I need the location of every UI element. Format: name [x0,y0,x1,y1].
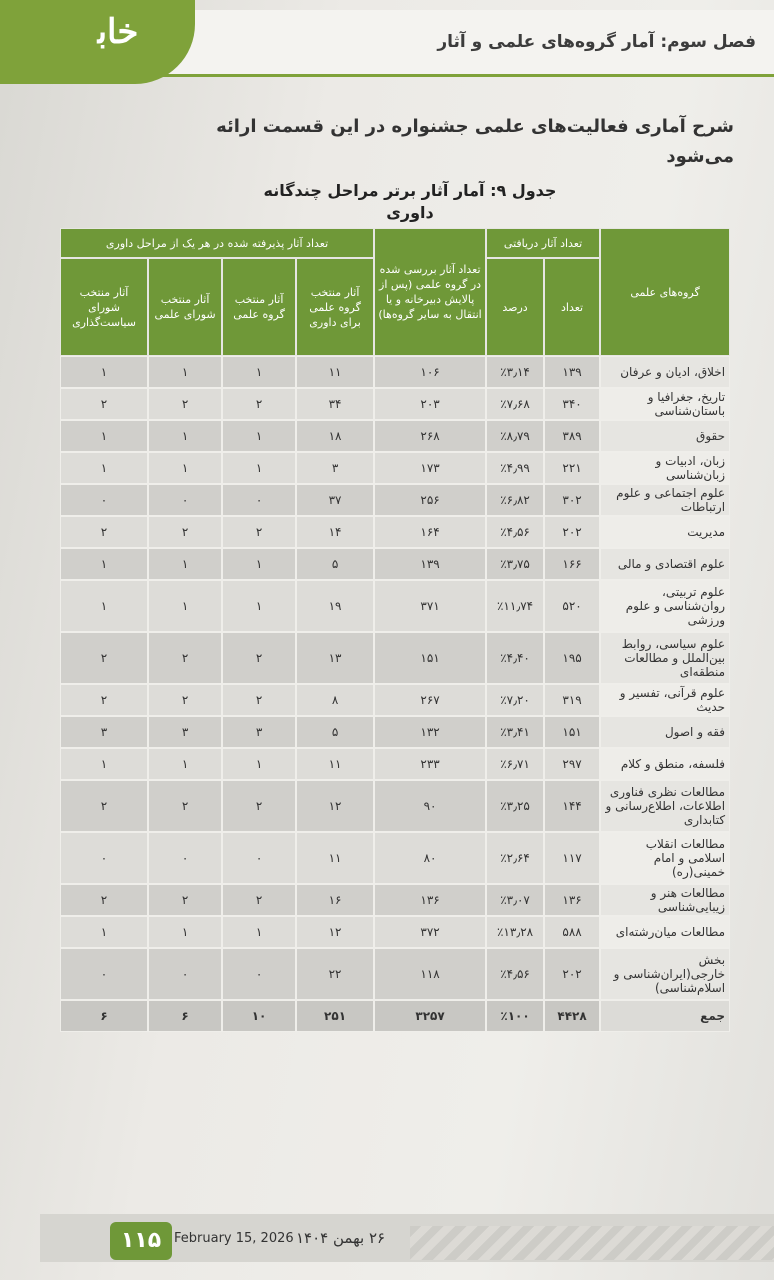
cell-reviewed: ۱۳۲ [374,716,486,748]
cell-group-name: اخلاق، ادیان و عرفان [600,356,730,388]
cell-percent: ٪۳٫۷۵ [486,548,544,580]
cell-for-judging: ۱۲ [296,780,374,832]
cell-reviewed: ۱۷۳ [374,452,486,484]
cell-percent: ٪۱۰۰ [486,1000,544,1032]
cell-group-selected: ۱ [222,548,296,580]
cell-for-judging: ۵ [296,548,374,580]
table-row [60,452,730,484]
cell-reviewed: ۲۳۳ [374,748,486,780]
cell-count: ۴۴۲۸ [544,1000,600,1032]
cell-policy-selected: ۰ [60,832,148,884]
table-row [60,716,730,748]
cell-reviewed: ۱۳۹ [374,548,486,580]
footer-stripe [410,1226,774,1260]
cell-group-name: مطالعات هنر و زیبایی‌شناسی [600,884,730,916]
cell-reviewed: ۱۶۴ [374,516,486,548]
cell-group-selected: ۱ [222,452,296,484]
cell-reviewed: ۳۷۲ [374,916,486,948]
cell-policy-selected: ۱ [60,452,148,484]
cell-percent: ٪۷٫۶۸ [486,388,544,420]
table-row [60,948,730,1000]
cell-reviewed: ۲۶۸ [374,420,486,452]
cell-percent: ٪۱۱٫۷۴ [486,580,544,632]
cell-group-selected: ۲ [222,884,296,916]
cell-for-judging: ۲۵۱ [296,1000,374,1032]
cell-group-selected: ۰ [222,832,296,884]
cell-for-judging: ۱۱ [296,356,374,388]
cell-percent: ٪۸٫۷۹ [486,420,544,452]
cell-policy-selected: ۲ [60,884,148,916]
cell-count: ۱۴۴ [544,780,600,832]
cell-group-name: حقوق [600,420,730,452]
cell-group-selected: ۲ [222,388,296,420]
cell-percent: ٪۴٫۵۶ [486,516,544,548]
cell-council-selected: ۱ [148,580,222,632]
cell-count: ۱۶۶ [544,548,600,580]
table-caption [240,180,580,224]
header-council-selected: آثار منتخب شورای علمی [148,258,222,356]
cell-policy-selected: ۲ [60,684,148,716]
cell-policy-selected: ۶ [60,1000,148,1032]
festival-logo [0,0,195,84]
cell-council-selected: ۱ [148,748,222,780]
cell-council-selected: ۳ [148,716,222,748]
cell-reviewed: ۲۶۷ [374,684,486,716]
header-reviewed: تعداد آثار بررسی شده در گروه علمی (پس از پالایش دبیرخانه و یا انتقال به سایر گروه‌ها) [374,228,486,356]
cell-for-judging: ۸ [296,684,374,716]
cell-group-selected: ۱ [222,748,296,780]
table-body [60,356,730,1032]
cell-for-judging: ۳۴ [296,388,374,420]
cell-council-selected: ۱ [148,548,222,580]
cell-percent: ٪۳٫۱۴ [486,356,544,388]
cell-count: ۱۳۹ [544,356,600,388]
cell-reviewed: ۲۵۶ [374,484,486,516]
cell-group-selected: ۱ [222,916,296,948]
header-group: گروه‌های علمی [600,228,730,356]
cell-for-judging: ۱۱ [296,748,374,780]
cell-count: ۵۲۰ [544,580,600,632]
cell-for-judging: ۲۲ [296,948,374,1000]
table-row [60,356,730,388]
cell-percent: ٪۳٫۰۷ [486,884,544,916]
cell-count: ۲۹۷ [544,748,600,780]
cell-percent: ٪۱۳٫۲۸ [486,916,544,948]
cell-group-name: علوم سیاسی، روابط بین‌الملل و مطالعات منطقه‌ای [600,632,730,684]
cell-policy-selected: ۲ [60,388,148,420]
cell-group-name: مطالعات نظری فناوری اطلاعات، اطلاع‌رسانی و کتابداری [600,780,730,832]
cell-group-selected: ۱۰ [222,1000,296,1032]
cell-policy-selected: ۰ [60,484,148,516]
cell-council-selected: ۰ [148,832,222,884]
header-received: تعداد آثار دریافتی [486,228,600,258]
cell-reviewed: ۲۰۳ [374,388,486,420]
cell-for-judging: ۱۳ [296,632,374,684]
cell-count: ۳۰۲ [544,484,600,516]
cell-group-selected: ۲ [222,780,296,832]
cell-reviewed: ۱۳۶ [374,884,486,916]
table-row [60,832,730,884]
cell-percent: ٪۴٫۴۰ [486,632,544,684]
cell-policy-selected: ۱ [60,916,148,948]
table-row [60,420,730,452]
header-for-judging: آثار منتخب گروه علمی برای داوری [296,258,374,356]
cell-group-selected: ۱ [222,420,296,452]
table-row [60,484,730,516]
cell-for-judging: ۵ [296,716,374,748]
cell-percent: ٪۲٫۶۴ [486,832,544,884]
cell-policy-selected: ۲ [60,780,148,832]
chapter-title: فصل سوم: آمار گروه‌های علمی و آثار [437,32,756,52]
cell-policy-selected: ۱ [60,580,148,632]
cell-percent: ٪۶٫۷۱ [486,748,544,780]
cell-group-name: فقه و اصول [600,716,730,748]
cell-group-name: علوم قرآنی، تفسیر و حدیث [600,684,730,716]
cell-count: ۳۴۰ [544,388,600,420]
cell-count: ۲۰۲ [544,948,600,1000]
cell-policy-selected: ۱ [60,548,148,580]
statistics-table [60,228,730,1032]
cell-count: ۲۲۱ [544,452,600,484]
logo-lettering: ﺧﺎﺑ [97,12,139,52]
cell-council-selected: ۲ [148,516,222,548]
cell-policy-selected: ۳ [60,716,148,748]
table-row [60,884,730,916]
cell-count: ۱۱۷ [544,832,600,884]
cell-group-name: جمع [600,1000,730,1032]
cell-for-judging: ۳۷ [296,484,374,516]
cell-reviewed: ۱۵۱ [374,632,486,684]
table-row [60,780,730,832]
cell-group-name: مدیریت [600,516,730,548]
cell-group-name: علوم تربیتی، روان‌شناسی و علوم ورزشی [600,580,730,632]
intro-paragraph: شرح آماری فعالیت‌های علمی جشنواره در این قسمت ارائه می‌شود [216,116,734,167]
cell-for-judging: ۱۱ [296,832,374,884]
cell-for-judging: ۱۸ [296,420,374,452]
page-number: ۱۱۵ [110,1222,172,1260]
cell-council-selected: ۰ [148,484,222,516]
cell-count: ۵۸۸ [544,916,600,948]
cell-group-name: مطالعات انقلاب اسلامی و امام خمینی(ره) [600,832,730,884]
cell-group-name: علوم اجتماعی و علوم ارتباطات [600,484,730,516]
table-row [60,916,730,948]
cell-reviewed: ۳۷۱ [374,580,486,632]
cell-count: ۱۳۶ [544,884,600,916]
cell-reviewed: ۹۰ [374,780,486,832]
cell-count: ۳۸۹ [544,420,600,452]
cell-policy-selected: ۱ [60,748,148,780]
cell-percent: ٪۳٫۲۵ [486,780,544,832]
cell-group-selected: ۳ [222,716,296,748]
cell-council-selected: ۲ [148,780,222,832]
cell-for-judging: ۱۲ [296,916,374,948]
cell-council-selected: ۱ [148,452,222,484]
header-accepted: تعداد آثار پذیرفته شده در هر یک از مراحل داوری [60,228,374,258]
cell-reviewed: ۱۱۸ [374,948,486,1000]
cell-council-selected: ۲ [148,684,222,716]
cell-percent: ٪۶٫۸۲ [486,484,544,516]
table-row [60,684,730,716]
date-gregorian: February 15, 2026 [174,1231,294,1246]
cell-count: ۱۹۵ [544,632,600,684]
cell-group-selected: ۰ [222,484,296,516]
cell-count: ۱۵۱ [544,716,600,748]
cell-reviewed: ۸۰ [374,832,486,884]
cell-policy-selected: ۲ [60,632,148,684]
cell-group-name: زبان، ادبیات و زبان‌شناسی [600,452,730,484]
cell-council-selected: ۰ [148,948,222,1000]
cell-policy-selected: ۱ [60,356,148,388]
cell-group-selected: ۱ [222,580,296,632]
date-persian: ۲۶ بهمن ۱۴۰۴ [296,1229,386,1247]
cell-group-name: مطالعات میان‌رشته‌ای [600,916,730,948]
table-row [60,516,730,548]
cell-group-name: فلسفه، منطق و کلام [600,748,730,780]
table-total-row [60,1000,730,1032]
table-row [60,388,730,420]
cell-for-judging: ۱۴ [296,516,374,548]
header-group-selected: آثار منتخب گروه علمی [222,258,296,356]
cell-count: ۲۰۲ [544,516,600,548]
cell-council-selected: ۱ [148,420,222,452]
header-policy-selected: آثار منتخب شورای سیاست‌گذاری [60,258,148,356]
header-count: تعداد [544,258,600,356]
cell-count: ۳۱۹ [544,684,600,716]
table-row [60,580,730,632]
cell-for-judging: ۱۶ [296,884,374,916]
cell-reviewed: ۳۲۵۷ [374,1000,486,1032]
cell-council-selected: ۲ [148,388,222,420]
cell-group-selected: ۲ [222,632,296,684]
cell-reviewed: ۱۰۶ [374,356,486,388]
cell-group-selected: ۱ [222,356,296,388]
cell-policy-selected: ۲ [60,516,148,548]
cell-group-selected: ۲ [222,516,296,548]
cell-group-name: بخش خارجی(ایران‌شناسی و اسلام‌شناسی) [600,948,730,1000]
cell-for-judging: ۱۹ [296,580,374,632]
cell-council-selected: ۱ [148,356,222,388]
cell-council-selected: ۶ [148,1000,222,1032]
cell-group-name: تاریخ، جغرافیا و باستان‌شناسی [600,388,730,420]
cell-percent: ٪۷٫۲۰ [486,684,544,716]
cell-council-selected: ۱ [148,916,222,948]
cell-council-selected: ۲ [148,632,222,684]
table-row [60,548,730,580]
cell-group-selected: ۲ [222,684,296,716]
cell-group-name: علوم اقتصادی و مالی [600,548,730,580]
table-caption-line1: جدول ۹: آمار آثار برتر مراحل چندگانه داوری [263,181,557,222]
cell-policy-selected: ۰ [60,948,148,1000]
cell-group-selected: ۰ [222,948,296,1000]
cell-percent: ٪۴٫۹۹ [486,452,544,484]
table-row [60,632,730,684]
cell-policy-selected: ۱ [60,420,148,452]
cell-percent: ٪۳٫۴۱ [486,716,544,748]
header-percent: درصد [486,258,544,356]
table-row [60,748,730,780]
cell-council-selected: ۲ [148,884,222,916]
cell-percent: ٪۴٫۵۶ [486,948,544,1000]
cell-for-judging: ۳ [296,452,374,484]
